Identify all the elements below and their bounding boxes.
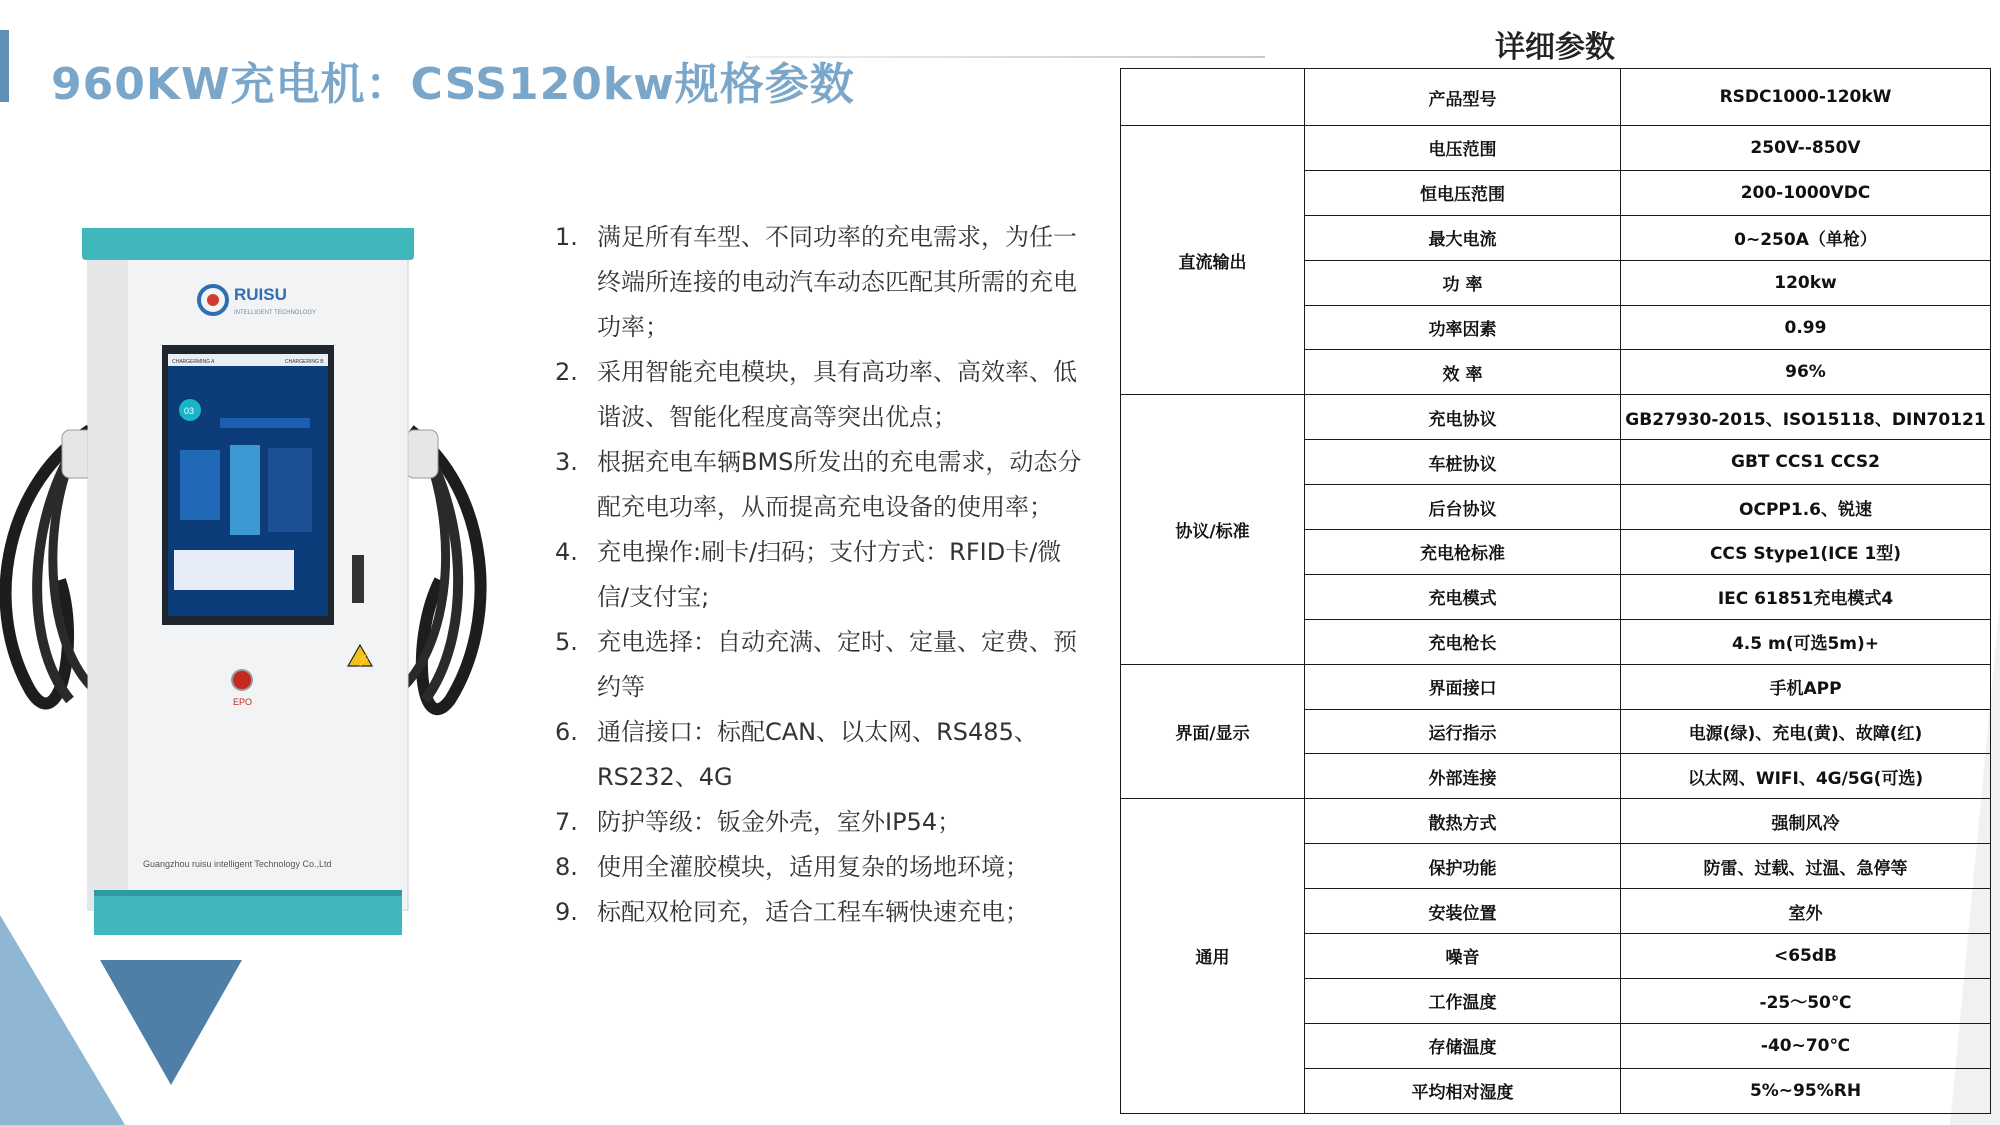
spec-group-cell: 通用	[1121, 799, 1305, 1113]
spec-param-cell: 充电枪长	[1305, 619, 1621, 664]
spec-param-cell: 充电协议	[1305, 395, 1621, 440]
spec-value-cell: 0.99	[1621, 305, 1991, 350]
feature-item: 4. 充电操作:刷卡/扫码；支付方式：RFID卡/微信/支付宝;	[555, 538, 1062, 611]
spec-value-cell: IEC 61851充电模式4	[1621, 574, 1991, 619]
spec-param-cell: 散热方式	[1305, 799, 1621, 844]
spec-value-cell: RSDC1000-120kW	[1621, 69, 1991, 126]
spec-group-cell: 界面/显示	[1121, 664, 1305, 799]
feature-item: 8. 使用全灌胶模块，适用复杂的场地环境；	[555, 853, 1029, 881]
spec-value-cell: 4.5 m(可选5m)+	[1621, 619, 1991, 664]
spec-param-cell: 后台协议	[1305, 485, 1621, 530]
screen-tab-b: CHARGERING B	[285, 359, 324, 365]
spec-group-cell: 直流输出	[1121, 126, 1305, 395]
spec-param-cell: 工作温度	[1305, 978, 1621, 1023]
spec-value-cell: 96%	[1621, 350, 1991, 395]
spec-param-cell: 充电枪标准	[1305, 530, 1621, 575]
spec-value-cell: 以太网、WIFI、4G/5G(可选)	[1621, 754, 1991, 799]
spec-row	[1121, 126, 1991, 171]
decor-blue-triangle	[100, 960, 242, 1085]
feature-item: 3. 根据充电车辆BMS所发出的充电需求，动态分配充电功率，从而提高充电设备的使用率；	[555, 448, 1082, 521]
spec-param-cell: 最大电流	[1305, 215, 1621, 260]
spec-param-cell: 界面接口	[1305, 664, 1621, 709]
spec-param-cell: 安装位置	[1305, 889, 1621, 934]
spec-value-cell: 120kw	[1621, 260, 1991, 305]
epo-label: EPO	[233, 697, 253, 707]
spec-value-cell: 强制风冷	[1621, 799, 1991, 844]
spec-value-cell: <65dB	[1621, 934, 1991, 979]
spec-table-title: 详细参数	[1495, 30, 1615, 65]
spec-value-cell: 防雷、过载、过温、急停等	[1621, 844, 1991, 889]
spec-param-cell: 平均相对湿度	[1305, 1068, 1621, 1113]
spec-value-cell: -40~70℃	[1621, 1023, 1991, 1068]
spec-param-cell: 保护功能	[1305, 844, 1621, 889]
spec-value-cell: 200-1000VDC	[1621, 170, 1991, 215]
screen-tab-a: CHARGERMING A	[172, 359, 215, 365]
spec-param-cell: 功 率	[1305, 260, 1621, 305]
spec-value-cell: CCS Stype1(ICE 1型)	[1621, 530, 1991, 575]
spec-param-cell: 运行指示	[1305, 709, 1621, 754]
spec-value-cell: 5%~95%RH	[1621, 1068, 1991, 1113]
spec-param-cell: 产品型号	[1305, 69, 1621, 126]
spec-value-cell: 电源(绿)、充电(黄)、故障(红)	[1621, 709, 1991, 754]
ev-charger-image	[0, 220, 500, 940]
spec-header-row	[1121, 69, 1991, 126]
spec-param-cell: 电压范围	[1305, 126, 1621, 171]
feature-item: 9. 标配双枪同充，适合工程车辆快速充电；	[555, 898, 1029, 926]
spec-value-cell: 0~250A（单枪）	[1621, 215, 1991, 260]
spec-param-cell: 存储温度	[1305, 1023, 1621, 1068]
spec-table	[1120, 68, 1991, 1114]
charger-brand-sub: INTELLIGENT TECHNOLOGY	[234, 310, 317, 316]
feature-item: 7. 防护等级：钣金外壳，室外IP54；	[555, 808, 962, 836]
spec-param-cell: 车桩协议	[1305, 440, 1621, 485]
spec-value-cell: OCPP1.6、锐速	[1621, 485, 1991, 530]
charger-brand: RUISU	[234, 285, 287, 304]
title-divider	[745, 56, 1265, 58]
feature-item: 1. 满足所有车型、不同功率的充电需求，为任一终端所连接的电动汽车动态匹配其所需的充电功率；	[555, 223, 1077, 341]
spec-param-cell: 外部连接	[1305, 754, 1621, 799]
spec-value-cell: GB27930-2015、ISO15118、DIN70121	[1621, 395, 1991, 440]
spec-group-cell: 协议/标准	[1121, 395, 1305, 664]
feature-list	[555, 215, 1090, 935]
title-accent-bar	[0, 30, 9, 102]
spec-param-cell: 恒电压范围	[1305, 170, 1621, 215]
slide-title: 960KW充电机：CSS120kw规格参数	[51, 59, 855, 110]
feature-item: 5. 充电选择：自动充满、定时、定量、定费、预约等	[555, 628, 1077, 701]
spec-param-cell: 效 率	[1305, 350, 1621, 395]
spec-value-cell: 室外	[1621, 889, 1991, 934]
feature-item: 2. 采用智能充电模块，具有高功率、高效率、低谐波、智能化程度高等突出优点；	[555, 358, 1077, 431]
screen-badge: 03	[184, 406, 195, 416]
svg-text:⚡: ⚡	[356, 653, 371, 667]
feature-item: 6. 通信接口：标配CAN、以太网、RS485、RS232、4G	[555, 718, 1038, 791]
spec-param-cell: 噪音	[1305, 934, 1621, 979]
spec-row	[1121, 395, 1991, 440]
charger-company-text: Guangzhou ruisu intelligent Technology Co.,Ltd	[143, 859, 332, 869]
spec-param-cell: 功率因素	[1305, 305, 1621, 350]
spec-param-cell: 充电模式	[1305, 574, 1621, 619]
spec-row	[1121, 664, 1991, 709]
spec-value-cell: 250V--850V	[1621, 126, 1991, 171]
spec-empty-cell	[1121, 69, 1305, 126]
spec-value-cell: 手机APP	[1621, 664, 1991, 709]
spec-value-cell: GBT CCS1 CCS2	[1621, 440, 1991, 485]
spec-value-cell: -25～50℃	[1621, 978, 1991, 1023]
spec-row	[1121, 799, 1991, 844]
